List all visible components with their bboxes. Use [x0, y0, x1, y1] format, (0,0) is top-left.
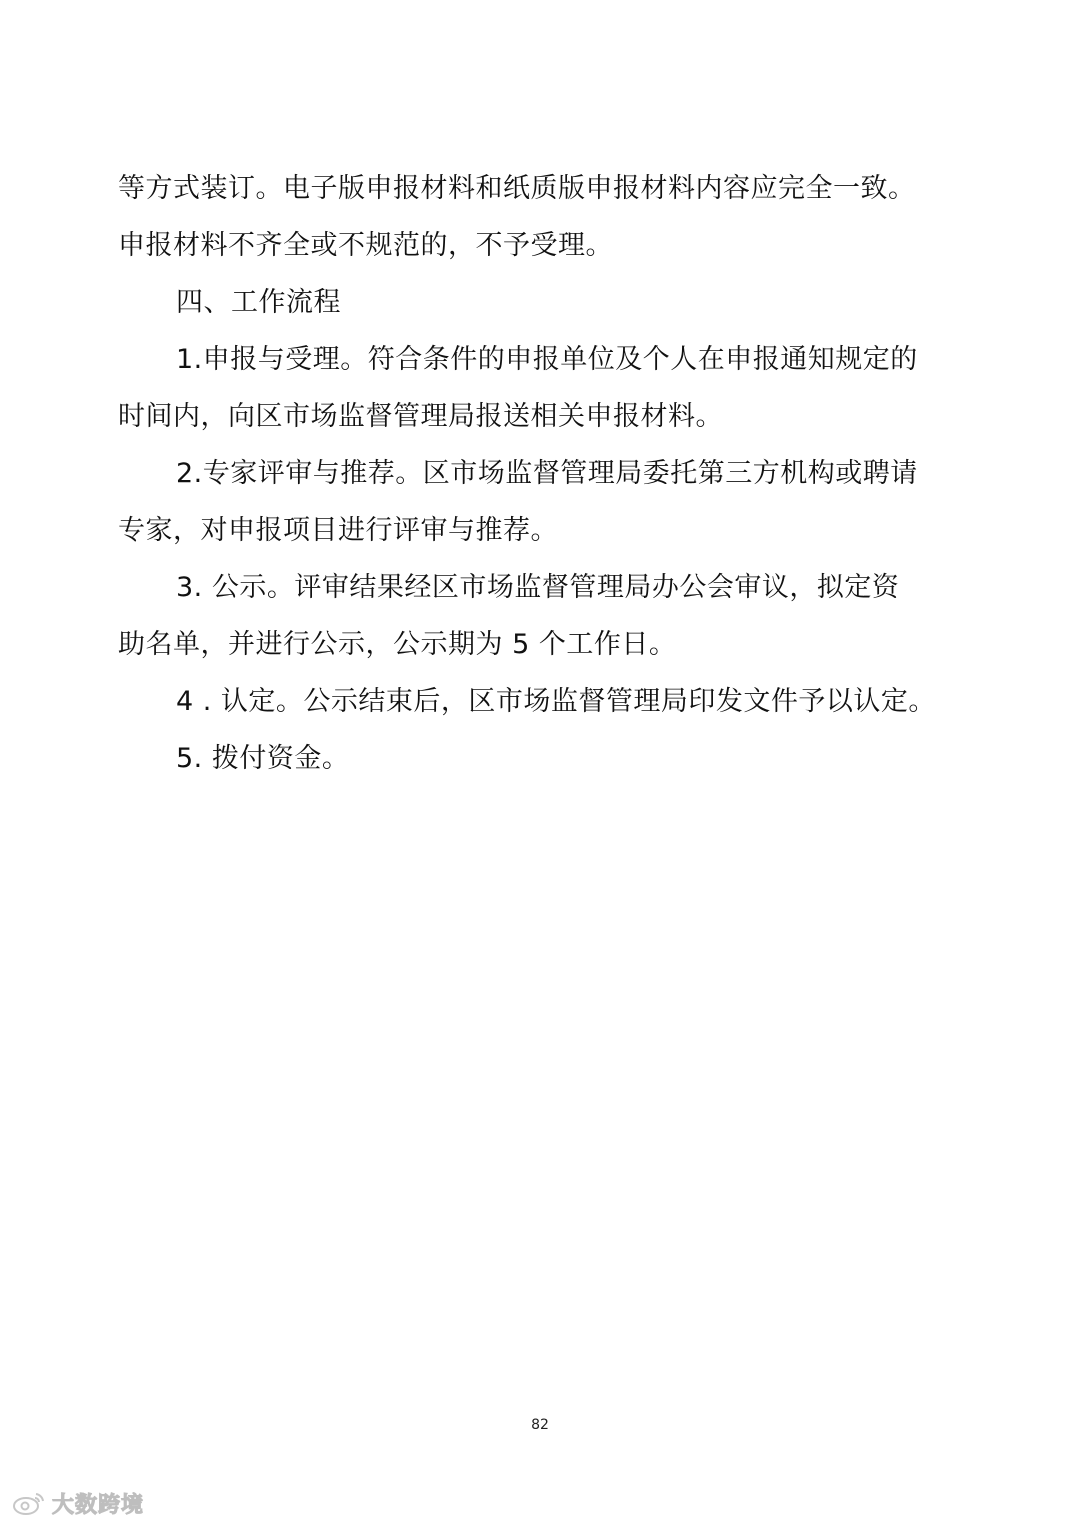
step-2-line-1: 2.专家评审与推荐。区市场监督管理局委托第三方机构或聘请	[176, 458, 918, 489]
step-4-line: 4 . 认定。公示结束后，区市场监督管理局印发文件予以认定。	[176, 686, 936, 717]
document-body	[118, 160, 968, 787]
step-2-line-2: 专家，对申报项目进行评审与推荐。	[118, 515, 558, 546]
body-line-continuation: 申报材料不齐全或不规范的，不予受理。	[118, 230, 613, 261]
step-1-line-1: 1.申报与受理。符合条件的申报单位及个人在申报通知规定的	[176, 344, 918, 375]
step-1-line-2: 时间内，向区市场监督管理局报送相关申报材料。	[118, 401, 723, 432]
weibo-logo-icon	[12, 1490, 46, 1516]
section-heading-workflow: 四、工作流程	[176, 287, 341, 318]
watermark	[12, 1488, 144, 1518]
step-3-line-2: 助名单，并进行公示，公示期为 5 个工作日。	[118, 629, 677, 660]
step-3-line-1: 3. 公示。评审结果经区市场监督管理局办公会审议，拟定资	[176, 572, 900, 603]
watermark-text: 大数跨境	[52, 1492, 145, 1518]
step-5-line: 5. 拨付资金。	[176, 743, 350, 774]
body-line-continuation: 等方式装订。电子版申报材料和纸质版申报材料内容应完全一致。	[118, 173, 916, 204]
page-number: 82	[531, 1417, 549, 1433]
